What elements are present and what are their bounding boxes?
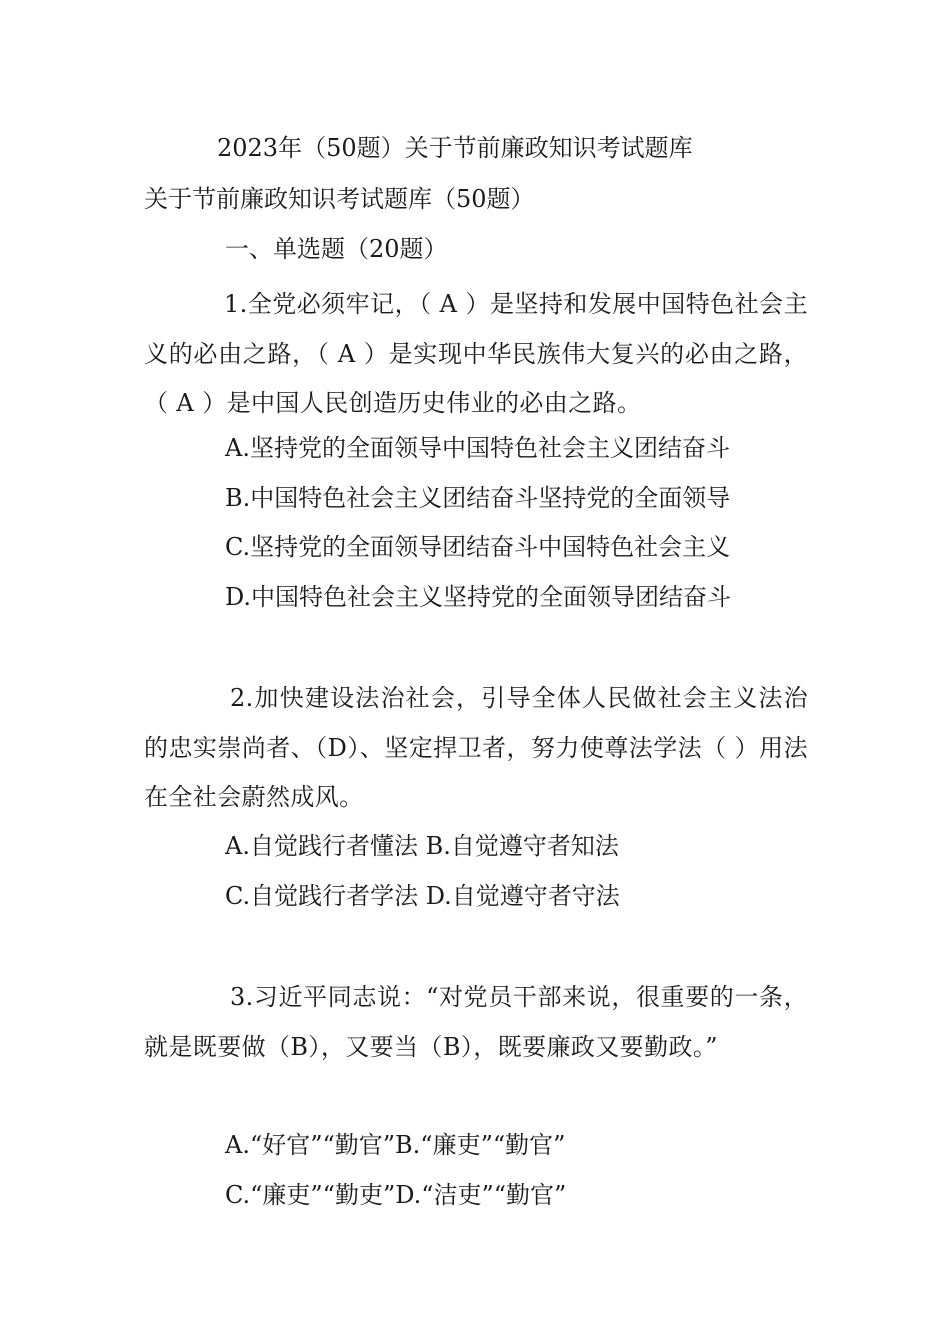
section-heading: 一、单选题（20题）	[225, 235, 448, 263]
question-2-options-cd: C.自觉践行者学法 D.自觉遵守者守法	[225, 882, 620, 910]
question-3-options-cd: C.“廉吏”“勤吏”D.“洁吏”“勤官”	[225, 1181, 567, 1209]
question-2-options-ab: A.自觉践行者懂法 B.自觉遵守者知法	[225, 832, 619, 860]
document-title: 2023年（50题）关于节前廉政知识考试题库	[217, 134, 693, 162]
question-3-stem: 3.习近平同志说：“对党员干部来说，很重要的一条，就是既要做（B），又要当（B），既要廉政又要勤政。”	[144, 983, 808, 1061]
question-1-stem: 1.全党必须牢记，（ A ）是坚持和发展中国特色社会主义的必由之路，（ A ）是实现中华民族伟大复兴的必由之路，（ A ）是中国人民创造历史伟业的必由之路。	[144, 290, 808, 418]
question-1-option-c: C.坚持党的全面领导团结奋斗中国特色社会主义	[225, 533, 731, 561]
question-1-option-d: D.中国特色社会主义坚持党的全面领导团结奋斗	[225, 583, 732, 611]
document-subtitle: 关于节前廉政知识考试题库（50题）	[144, 185, 535, 213]
question-2-stem: 2.加快建设法治社会，引导全体人民做社会主义法治的忠实崇尚者、（D）、坚定捍卫者，努力使尊法学法（ ）用法在全社会蔚然成风。	[144, 684, 808, 812]
question-1-option-b: B.中国特色社会主义团结奋斗坚持党的全面领导	[225, 484, 731, 512]
question-1-option-a: A.坚持党的全面领导中国特色社会主义团结奋斗	[225, 434, 730, 462]
question-3-options-ab: A.“好官”“勤官”B.“廉吏”“勤官”	[225, 1131, 566, 1159]
